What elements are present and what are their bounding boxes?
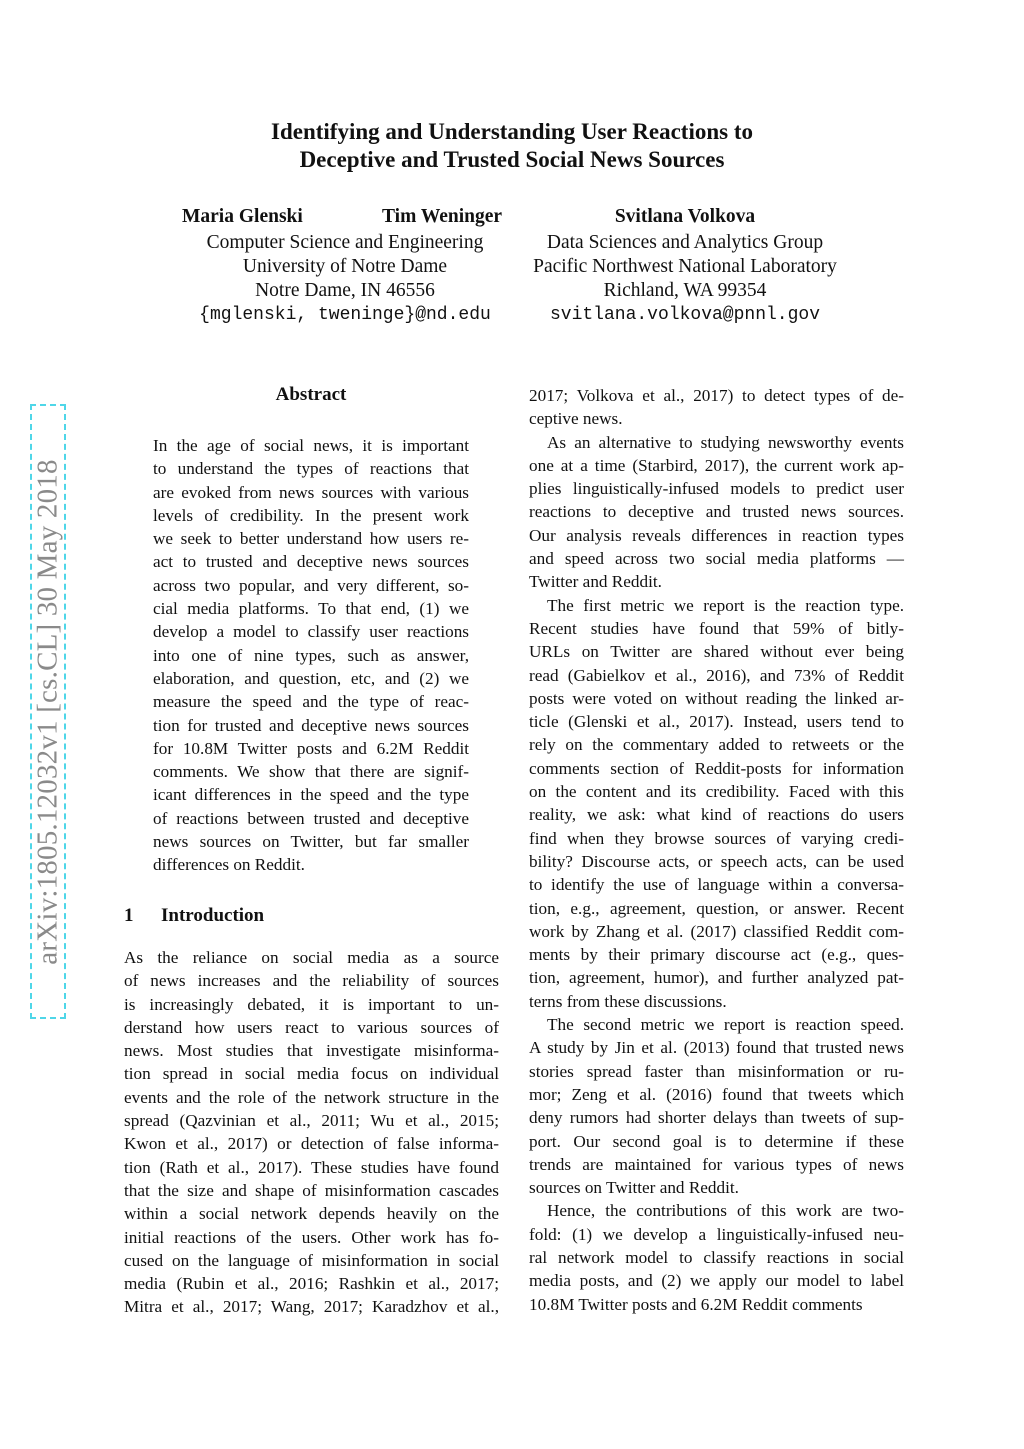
- text-line: mor; Zeng et al. (2016) found that tweets which: [529, 1084, 904, 1104]
- text-line: Recent studies have found that 59% of bitly-: [529, 618, 904, 638]
- text-line: cused on the language of misinformation in social: [124, 1250, 499, 1270]
- text-line: one at a time (Starbird, 2017), the current work ap-: [529, 455, 904, 475]
- text-line: events and the role of the network structure in the: [124, 1087, 499, 1107]
- text-line: bility? Discourse acts, or speech acts, can be used: [529, 851, 904, 871]
- text-line: find when they browse sources of varying credi-: [529, 828, 904, 848]
- text-line: spread (Qazvinian et al., 2011; Wu et al., 2015;: [124, 1111, 499, 1131]
- text-line: A study by Jin et al. (2013) found that trusted news: [529, 1038, 904, 1058]
- text-line: ticle (Glenski et al., 2017). Instead, users tend to: [529, 712, 904, 732]
- text-line: Hence, the contributions of this work are two-: [547, 1201, 904, 1221]
- text-line: 2017; Volkova et al., 2017) to detect types of de-: [529, 386, 904, 405]
- text-line: tion (Rath et al., 2017). These studies have found: [124, 1157, 499, 1177]
- text-line: In the age of social news, it is important: [153, 436, 469, 455]
- section-title: Introduction: [161, 905, 265, 926]
- text-line: As the reliance on social media as a source: [124, 948, 499, 967]
- text-line: Kwon et al., 2017) or detection of false informa-: [124, 1134, 499, 1154]
- title-line: Deceptive and Trusted Social News Sources: [299, 147, 725, 172]
- text-line: port. Our second goal is to determine if these: [529, 1131, 904, 1151]
- text-line: trends are maintained for various types of news: [529, 1154, 904, 1174]
- text-line: tion spread in social media focus on individual: [124, 1064, 499, 1084]
- section-number: 1: [124, 905, 134, 926]
- text-line: icant differences in the speed and the type: [153, 785, 469, 805]
- abstract-heading: Abstract: [275, 384, 347, 405]
- text-line: tion, agreement, humor), and further analyzed pat-: [529, 968, 904, 988]
- affiliation-line: Pacific Northwest National Laboratory: [533, 256, 837, 277]
- author-name: Tim Weninger: [382, 206, 503, 227]
- text-line: ments by their primary discourse act (e.g., ques-: [529, 945, 904, 965]
- text-line: As an alternative to studying newsworthy events: [547, 432, 904, 452]
- paper-title: [0, 118, 1024, 174]
- text-line: reality, we ask: what kind of reactions do users: [529, 805, 904, 825]
- affiliation-line: University of Notre Dame: [242, 256, 448, 277]
- title-line: Identifying and Understanding User Reactions to: [271, 119, 753, 144]
- text-line: ceptive news.: [529, 409, 623, 429]
- text-line: Twitter and Reddit.: [529, 572, 662, 592]
- author-name: Maria Glenski: [182, 206, 303, 227]
- author-email: svitlana.volkova@pnnl.gov: [549, 305, 821, 325]
- text-line: to understand the types of reactions that: [153, 459, 469, 479]
- text-line: are evoked from news sources with various: [153, 482, 469, 502]
- text-line: is increasingly debated, it is important to un-: [124, 994, 499, 1014]
- text-line: we seek to better understand how users re-: [153, 529, 469, 549]
- arxiv-stamp: [30, 404, 66, 1019]
- left-affiliation: [160, 231, 530, 327]
- text-line: media posts, and (2) we apply our model to label: [529, 1271, 904, 1291]
- text-line: and speed across two social media platforms —: [529, 549, 904, 569]
- affiliation-line: Computer Science and Engineering: [206, 232, 484, 253]
- text-line: differences on Reddit.: [153, 855, 305, 875]
- text-line: elaboration, and question, etc, and (2) we: [153, 668, 469, 688]
- text-line: deny rumors had shorter delays than tweets of sup-: [529, 1108, 904, 1128]
- text-line: rely on the commentary added to retweets or the: [529, 735, 904, 755]
- text-line: ral network model to classify reactions in social: [529, 1247, 904, 1267]
- affiliation-line: Data Sciences and Analytics Group: [546, 232, 824, 253]
- text-line: into one of nine types, such as answer,: [153, 645, 469, 665]
- text-line: to identify the use of language within a conversa-: [529, 875, 904, 895]
- text-line: reactions to deceptive and trusted news sources.: [529, 502, 904, 522]
- text-line: media (Rubin et al., 2016; Rashkin et al., 2017;: [124, 1274, 499, 1294]
- text-line: posts were voted on without reading the linked ar-: [529, 688, 904, 708]
- author-name: Svitlana Volkova: [614, 206, 756, 227]
- author-email: {mglenski, tweninge}@nd.edu: [199, 305, 491, 325]
- text-line: sources on Twitter and Reddit.: [529, 1178, 739, 1198]
- right-column-body: [529, 384, 904, 1316]
- text-line: The first metric we report is the reaction type.: [547, 595, 904, 615]
- text-line: work by Zhang et al. (2017) classified Reddit com-: [529, 921, 904, 941]
- text-line: tion, e.g., agreement, question, or answer. Recent: [529, 898, 904, 918]
- text-line: The second metric we report is reaction speed.: [547, 1015, 904, 1035]
- text-line: on the content and its credibility. Faced with this: [529, 782, 904, 802]
- section-heading: [124, 905, 264, 927]
- text-line: URLs on Twitter are shared without ever being: [529, 642, 904, 662]
- text-line: that the size and shape of misinformation cascades: [124, 1180, 499, 1200]
- text-line: read (Gabielkov et al., 2016), and 73% of Reddit: [529, 665, 904, 685]
- affiliation-line: Notre Dame, IN 46556: [255, 280, 435, 301]
- abstract-body: [153, 434, 469, 877]
- text-line: of reactions between trusted and deceptive: [153, 808, 469, 828]
- text-line: terns from these discussions.: [529, 991, 727, 1011]
- text-line: news sources on Twitter, but far smaller: [153, 832, 469, 852]
- text-line: derstand how users react to various sources of: [124, 1017, 499, 1037]
- text-line: of news increases and the reliability of sources: [124, 971, 499, 991]
- text-line: initial reactions of the users. Other work has fo-: [124, 1227, 499, 1247]
- text-line: for 10.8M Twitter posts and 6.2M Reddit: [153, 738, 469, 758]
- affiliation-line: Richland, WA 99354: [603, 280, 767, 301]
- text-line: measure the speed and the type of reac-: [153, 692, 469, 712]
- text-line: levels of credibility. In the present work: [153, 505, 469, 525]
- text-line: comments section of Reddit-posts for information: [529, 758, 904, 778]
- arxiv-stamp-text: arXiv:1805.12032v1 [cs.CL] 30 May 2018: [31, 458, 64, 965]
- text-line: plies linguistically-infused models to predict user: [529, 479, 904, 499]
- text-line: cial media platforms. To that end, (1) we: [153, 599, 469, 619]
- intro-body: [124, 946, 499, 1319]
- text-line: 10.8M Twitter posts and 6.2M Reddit comments: [529, 1294, 863, 1314]
- text-line: Our analysis reveals differences in reaction types: [529, 525, 904, 545]
- text-line: stories spread faster than misinformation or ru-: [529, 1061, 904, 1081]
- text-line: fold: (1) we develop a linguistically-infused neu-: [529, 1224, 904, 1244]
- text-line: across two popular, and very different, so-: [153, 575, 469, 595]
- text-line: news. Most studies that investigate misinforma-: [124, 1041, 499, 1061]
- text-line: within a social network depends heavily on the: [124, 1204, 499, 1224]
- text-line: Mitra et al., 2017; Wang, 2017; Karadzhov et al.,: [124, 1297, 499, 1317]
- text-line: act to trusted and deceptive news sources: [153, 552, 469, 572]
- text-line: comments. We show that there are signif-: [153, 762, 469, 782]
- text-line: tion for trusted and deceptive news sources: [153, 715, 469, 735]
- right-affiliation: [500, 231, 870, 327]
- text-line: develop a model to classify user reactions: [153, 622, 469, 642]
